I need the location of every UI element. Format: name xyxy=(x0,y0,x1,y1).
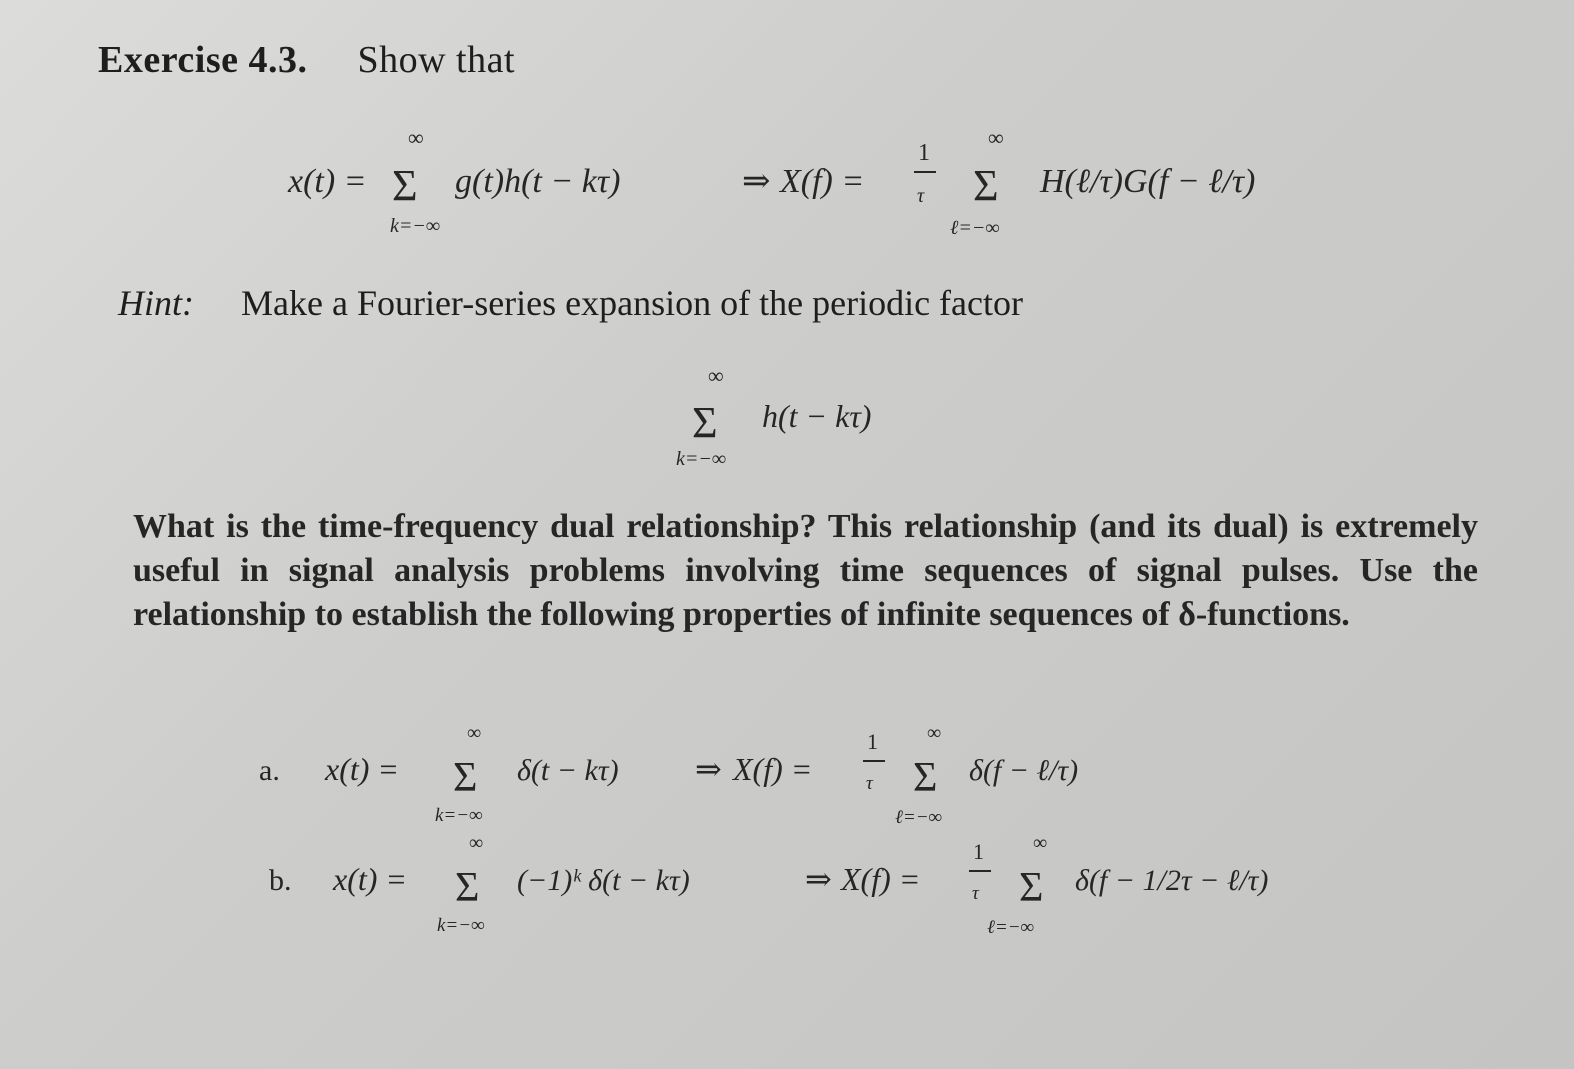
hint-label: Hint: xyxy=(118,283,194,323)
item-a-term: δ(t − kτ) xyxy=(517,754,619,787)
item-b-sigma2: Σ xyxy=(1019,865,1044,911)
main-eq-sum2-top: ∞ xyxy=(988,125,1004,150)
hint-text: Make a Fourier-series expansion of the periodic factor xyxy=(241,283,1023,323)
item-a-frac-num: 1 xyxy=(867,729,878,754)
main-eq-sum-top: ∞ xyxy=(408,125,424,150)
item-b-sum-bottom: k=−∞ xyxy=(437,915,485,936)
item-a-equation xyxy=(255,722,1155,835)
item-b-arrow: ⇒ xyxy=(805,861,832,897)
item-b-sum2-bottom: ℓ=−∞ xyxy=(987,917,1035,938)
main-eq-arrow: ⇒ xyxy=(742,163,771,200)
item-b-sum2-top: ∞ xyxy=(1033,832,1048,854)
hint-eq-sum-top: ∞ xyxy=(708,363,724,388)
hint-line xyxy=(118,282,1023,324)
hint-eq-term: h(t − kτ) xyxy=(762,398,872,434)
item-a-sum-top: ∞ xyxy=(467,722,482,744)
item-a-lhs: x(t) = xyxy=(325,751,399,787)
item-a-frac-den: τ xyxy=(866,773,873,794)
exercise-label: Exercise 4.3. xyxy=(98,39,308,81)
main-eq-rhs-lhs: X(f) = xyxy=(780,163,865,200)
main-eq-rhs-term: H(ℓ/τ)G(f − ℓ/τ) xyxy=(1040,163,1256,200)
item-b-sum-top: ∞ xyxy=(469,832,484,854)
main-eq-frac-num: 1 xyxy=(918,140,930,166)
main-eq-lhs: x(t) = xyxy=(288,163,367,200)
item-b-term: (−1)ᵏ δ(t − kτ) xyxy=(517,864,690,897)
item-a-rhs-term: δ(f − ℓ/τ) xyxy=(969,754,1079,787)
main-eq-frac-den: τ xyxy=(917,185,925,207)
exercise-heading xyxy=(98,38,515,82)
hint-equation xyxy=(670,365,970,475)
main-equation xyxy=(280,125,1360,250)
hint-eq-sum-bottom: k=−∞ xyxy=(676,448,727,470)
main-eq-sum-bottom: k=−∞ xyxy=(390,215,441,237)
main-eq-sum2-bottom: ℓ=−∞ xyxy=(950,217,1000,239)
main-eq-sigma: Σ xyxy=(392,161,418,210)
item-b-frac-num: 1 xyxy=(973,839,984,864)
item-a-sigma: Σ xyxy=(453,755,478,801)
item-a-sum-bottom: k=−∞ xyxy=(435,805,483,826)
body-paragraph: What is the time-frequency dual relationship? This relationship (and its dual) is extremely useful in signal analysis problems involving time sequences of signal pulses. Use the relationship to establish the following properties of infinite sequences of δ-functions. xyxy=(133,508,1478,633)
item-a-rhs-lhs: X(f) = xyxy=(733,751,813,787)
item-a-sum2-bottom: ℓ=−∞ xyxy=(895,807,943,828)
item-b-label: b. xyxy=(269,864,292,897)
main-eq-term: g(t)h(t − kτ) xyxy=(455,163,621,200)
item-a-sigma2: Σ xyxy=(913,755,938,801)
item-b-equation xyxy=(265,832,1365,945)
main-eq-sigma2: Σ xyxy=(973,161,999,210)
item-b-rhs-term: δ(f − 1/2τ − ℓ/τ) xyxy=(1075,864,1269,897)
item-b-sigma: Σ xyxy=(455,865,480,911)
item-b-lhs: x(t) = xyxy=(333,861,407,897)
item-a-sum2-top: ∞ xyxy=(927,722,942,744)
item-b-frac-den: τ xyxy=(972,883,979,904)
item-a-label: a. xyxy=(259,754,280,787)
item-a-arrow: ⇒ xyxy=(695,751,722,787)
exercise-intro: Show that xyxy=(357,39,516,81)
item-b-rhs-lhs: X(f) = xyxy=(841,861,921,897)
hint-eq-sigma: Σ xyxy=(692,398,718,447)
